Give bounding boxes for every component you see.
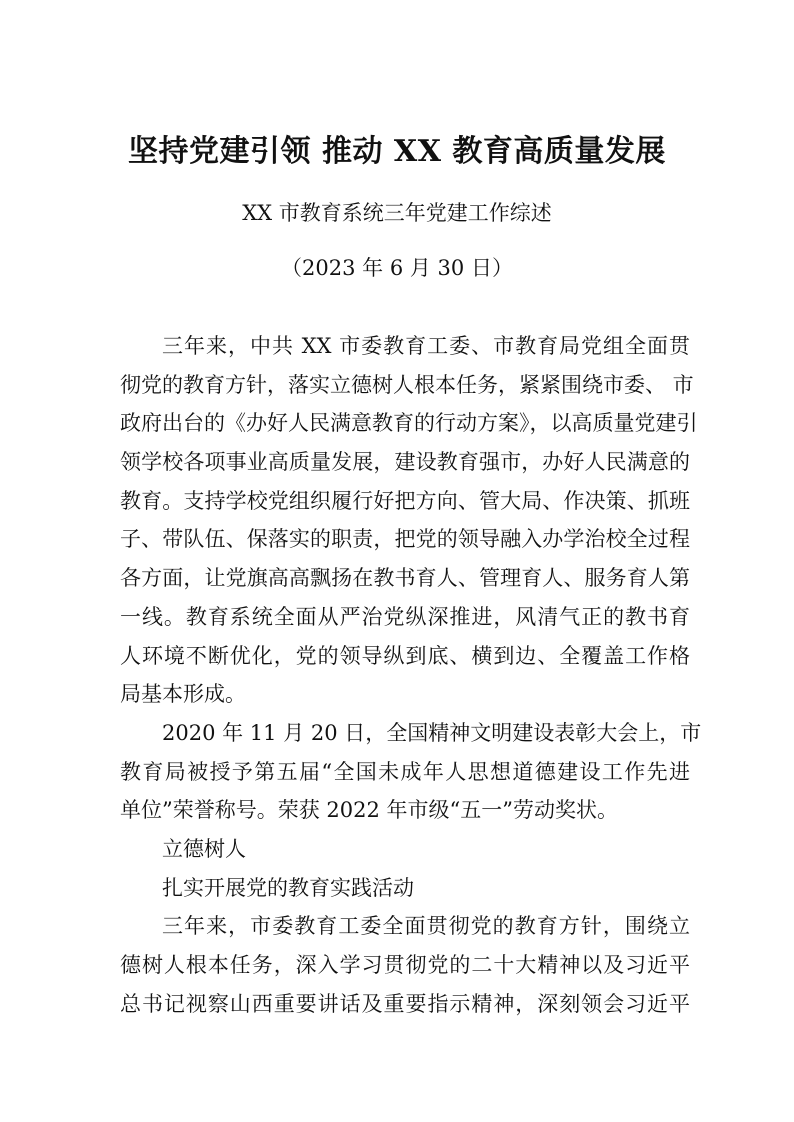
text-line: 子、带队伍、保落实的职责，把党的领导融入办学治校全过程 (120, 527, 690, 552)
subsection-heading (120, 869, 690, 908)
text-line: 单位”荣誉称号。荣获 2022 年市级“五一”劳动奖状。 (120, 798, 618, 823)
document-body (120, 327, 702, 1023)
text-line: 德树人根本任务，深入学习贯彻党的二十大精神以及习近平 (120, 953, 690, 977)
text-line: 教育。支持学校党组织履行好把方向、管大局、作决策、抓班 (120, 488, 690, 513)
document-subtitle: XX 市教育系统三年党建工作综述 (242, 201, 552, 225)
text-line: 彻党的教育方针，落实立德树人根本任务，紧紧围绕市委、 市 (120, 372, 694, 397)
text-line: 总书记视察山西重要讲话及重要指示精神，深刻领会习近平 (120, 991, 690, 1016)
text-line: 三年来，市委教育工委全面贯彻党的教育方针，围绕立 (162, 914, 690, 939)
paragraph-practice (120, 907, 690, 1023)
text-line: 三年来，中共 XX 市委教育工委、市教育局党组全面贯 (162, 334, 690, 358)
text-line: 局基本形成。 (120, 682, 246, 707)
section-heading (120, 830, 690, 869)
document-title: 坚持党建引领 推动 XX 教育高质量发展 (128, 134, 666, 169)
text-line: 一线。教育系统全面从严治党纵深推进，风清气正的教书育 (120, 604, 690, 629)
document-date: （2023 年 6 月 30 日） (281, 256, 513, 280)
text-line: 教育局被授予第五届“全国未成年人思想道德建设工作先进 (120, 759, 690, 784)
text-line: 政府出台的《办好人民满意教育的行动方案》，以高质量党建引 (120, 411, 698, 436)
text-line: 领学校各项事业高质量发展，建设教育强市，办好人民满意的 (120, 450, 690, 475)
paragraph-honors (120, 714, 702, 830)
text-line: 各方面，让党旗高高飘扬在教书育人、管理育人、服务育人第 (120, 566, 690, 591)
subsection-heading-text: 扎实开展党的教育实践活动 (162, 875, 414, 900)
text-line: 人环境不断优化，党的领导纵到底、横到边、全覆盖工作格 (120, 643, 690, 668)
text-line: 2020 年 11 月 20 日，全国精神文明建设表彰大会上，市 (162, 720, 702, 745)
paragraph-intro (120, 327, 698, 714)
section-heading-text: 立德树人 (162, 836, 246, 861)
